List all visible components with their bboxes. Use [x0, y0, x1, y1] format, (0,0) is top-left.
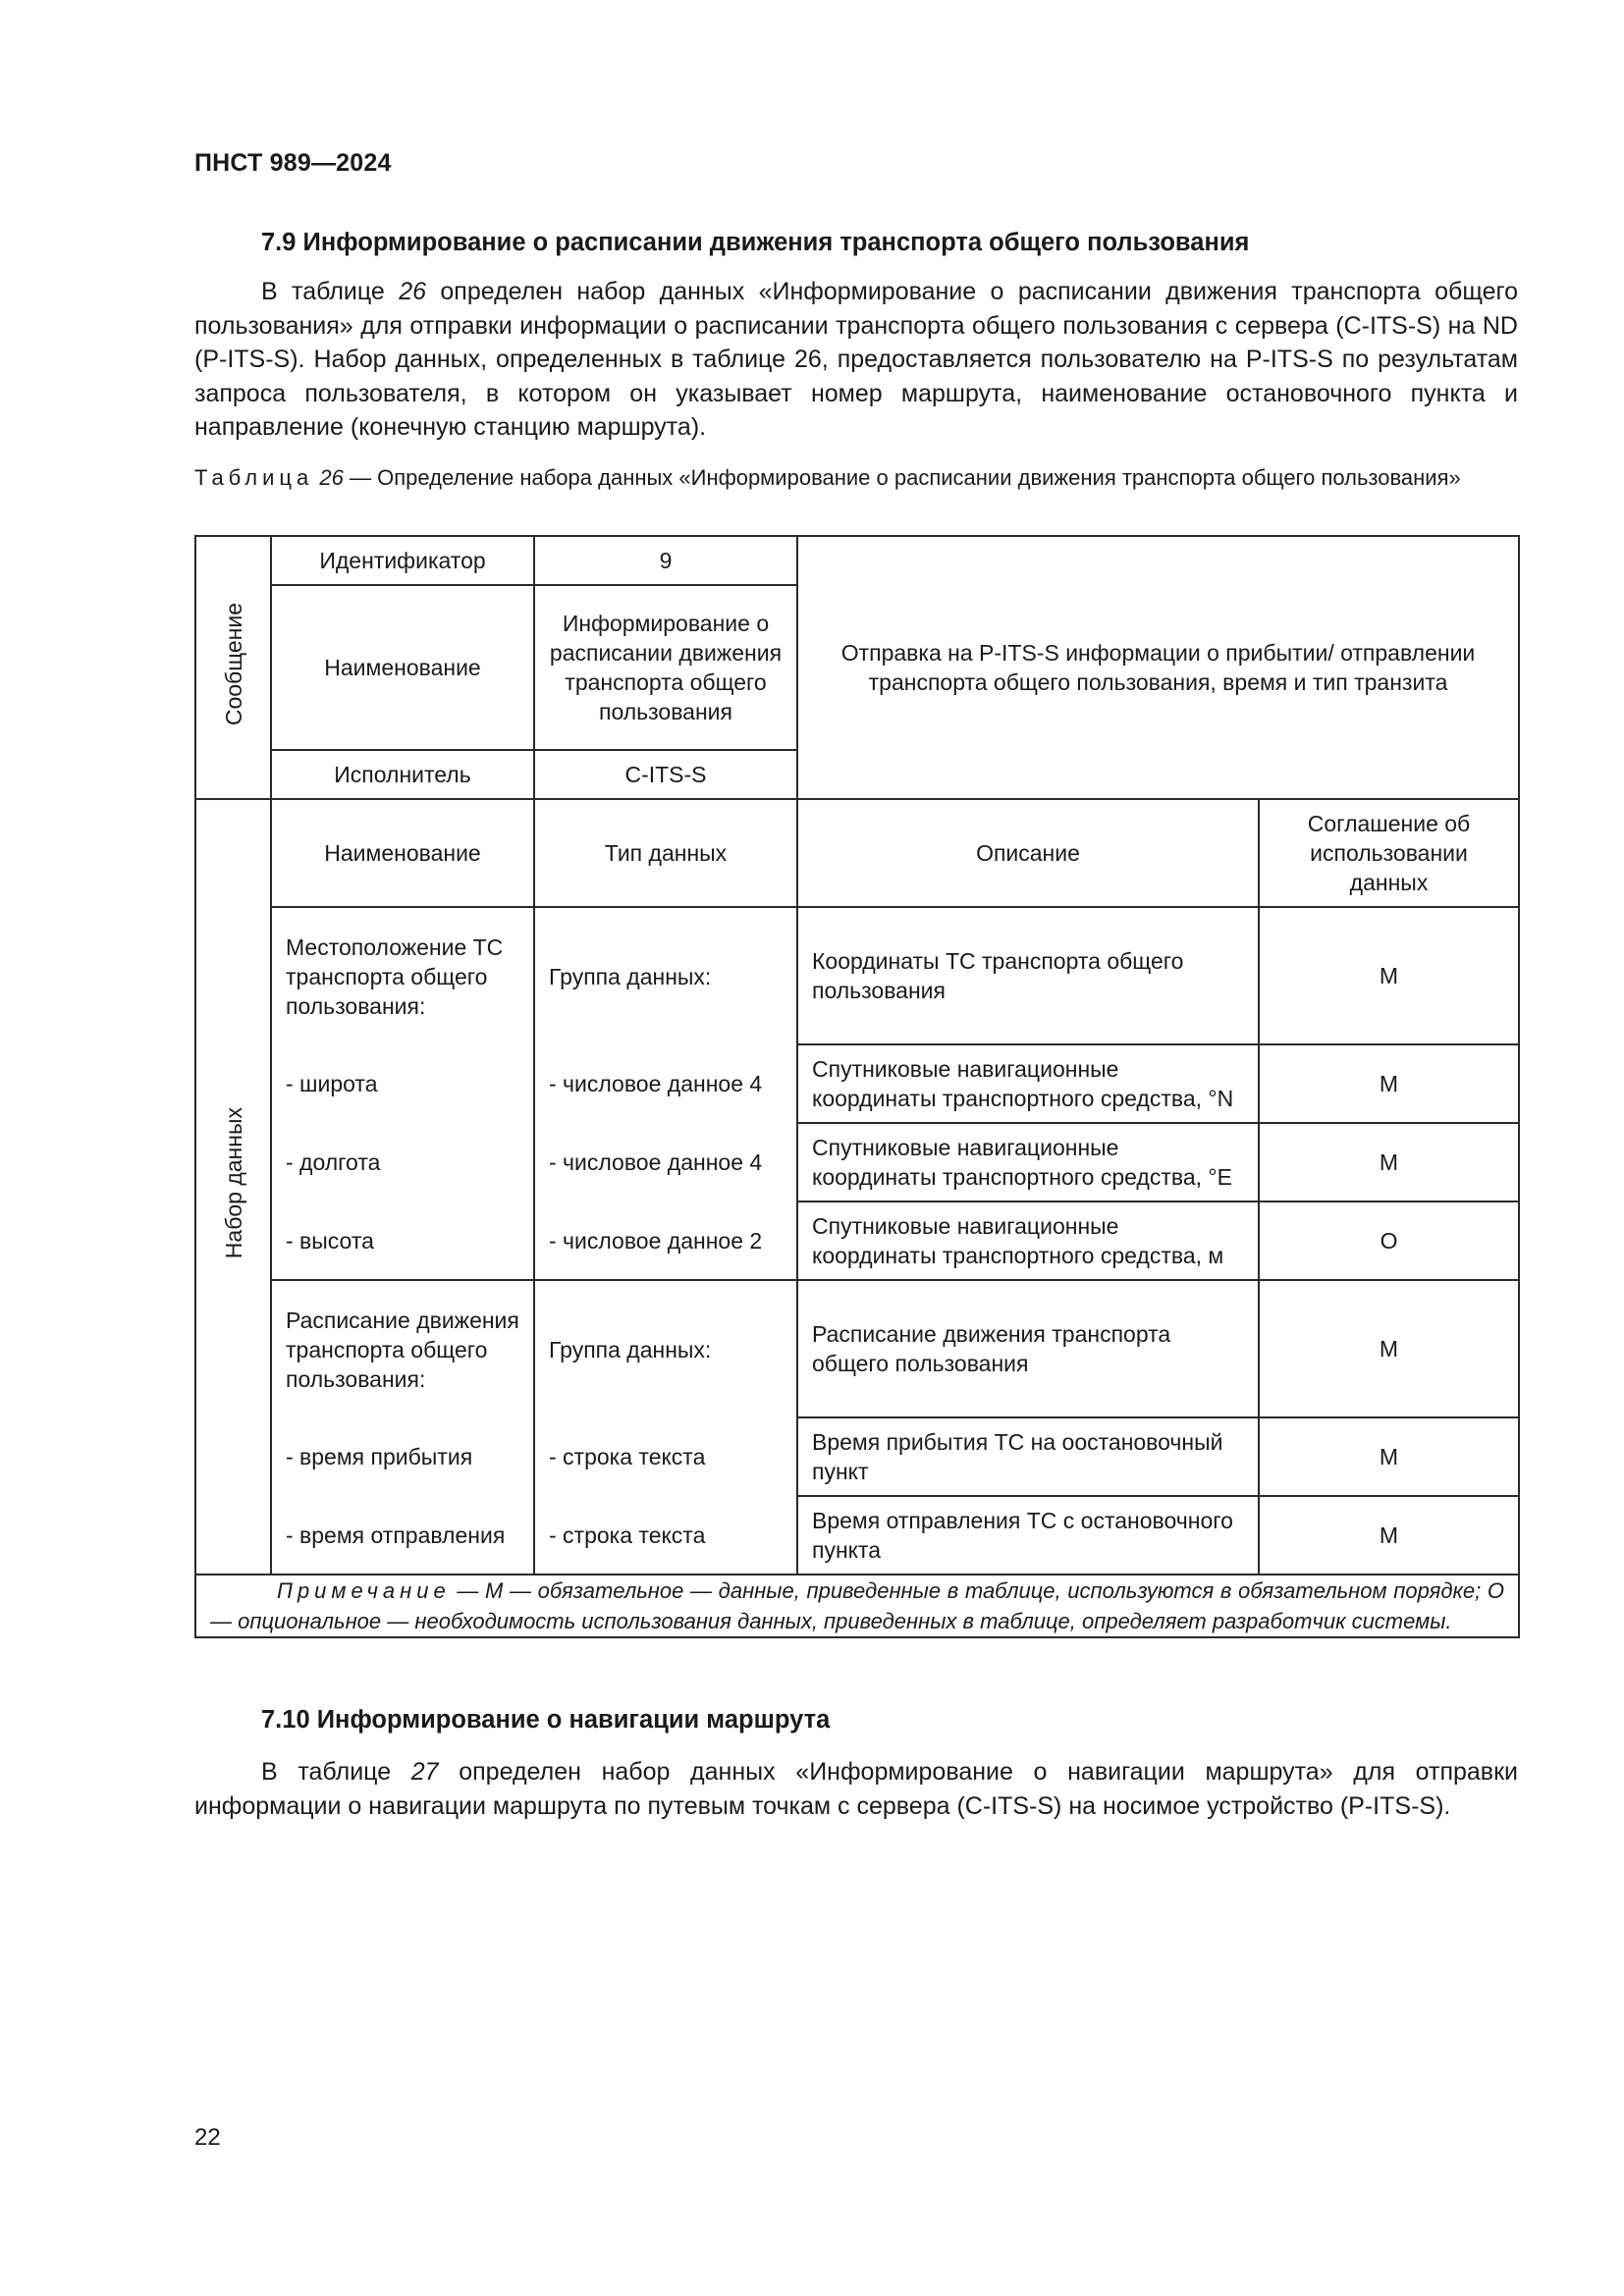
row-type: - числовое данное 4: [534, 1044, 797, 1123]
row-agreement: M: [1259, 1044, 1519, 1123]
row-name: - долгота: [271, 1123, 534, 1201]
row-name: Расписание движения транспорта общего пользования:: [271, 1280, 534, 1417]
exec-label: Исполнитель: [271, 750, 534, 799]
row-agreement: M: [1259, 1417, 1519, 1496]
dataset-group-label: Набор данных: [195, 799, 271, 1575]
table-ref-link[interactable]: 26: [399, 278, 427, 305]
row-agreement: M: [1259, 1496, 1519, 1575]
row-agreement: M: [1259, 1123, 1519, 1201]
message-description: Отправка на P-ITS-S информации о прибытии/ отправлении транспорта общего пользования, время и тип транзита: [797, 536, 1519, 799]
row-description: Спутниковые навигационные координаты транспортного средства, °N: [797, 1044, 1259, 1123]
row-name: - время прибытия: [271, 1417, 534, 1496]
message-group-label: Сообщение: [195, 536, 271, 799]
col-description-header: Описание: [797, 799, 1259, 907]
table-row: [195, 1496, 1519, 1575]
row-name: - время отправления: [271, 1496, 534, 1575]
row-name: - высота: [271, 1201, 534, 1280]
row-type: Группа данных:: [534, 1280, 797, 1417]
id-value: 9: [534, 536, 797, 585]
table-row: [195, 1123, 1519, 1201]
note-label: Примечание: [277, 1578, 451, 1603]
row-description: Координаты ТС транспорта общего пользования: [797, 907, 1259, 1044]
table-note-row: [195, 1575, 1519, 1637]
row-agreement: O: [1259, 1201, 1519, 1280]
table-row: [195, 1201, 1519, 1280]
row-description: Спутниковые навигационные координаты транспортного средства, м: [797, 1201, 1259, 1280]
section-7-9-paragraph: [194, 275, 1518, 445]
table-row: [195, 1044, 1519, 1123]
table-row: [195, 1280, 1519, 1417]
note-text: — М — обязательное — данные, приведенные в таблице, используются в обязательном порядке; О — опциональное — необходимость использования данных, приведенных в таблице, определяет разработчик системы.: [210, 1578, 1505, 1633]
row-description: Спутниковые навигационные координаты транспортного средства, °E: [797, 1123, 1259, 1201]
table-caption: [194, 463, 1518, 493]
para-body: определен набор данных «Информирование о навигации маршрута» для отправки информации о навигации маршрута по путевым точкам с сервера (C-ITS-S) на носимое устройство (P-ITS-S).: [194, 1758, 1518, 1820]
table-row: [195, 907, 1519, 1044]
section-7-9-title: 7.9 Информирование о расписании движения транспорта общего пользования: [261, 229, 1250, 256]
exec-value: C-ITS-S: [534, 750, 797, 799]
row-type: - строка текста: [534, 1417, 797, 1496]
section-7-10-title: 7.10 Информирование о навигации маршрута: [261, 1706, 831, 1734]
column-header-row: [195, 799, 1519, 907]
dataset-table: [194, 535, 1520, 1638]
page-number: 22: [194, 2124, 221, 2151]
row-type: - числовое данное 2: [534, 1201, 797, 1280]
id-label: Идентификатор: [271, 536, 534, 585]
para-prefix: В таблице: [261, 278, 400, 305]
para-body: определен набор данных «Информирование о расписании движения транспорта общего пользования» для отправки информации о расписании транспорта общего пользования с сервера (C-ITS-S) на ND (P-ITS-S). Набор данных, определенных в таблице 26, предоставляется пользователю на P-ITS-S по результатам запроса пользователя, в котором он указывает номер маршрута, наименование остановочного пункта и направление (конечную станцию маршрута).: [194, 278, 1518, 441]
section-7-10-paragraph: [194, 1755, 1518, 1823]
row-description: Время отправления ТС с остановочного пункта: [797, 1496, 1259, 1575]
para-prefix: В таблице: [261, 1758, 411, 1786]
document-id: ПНСТ 989—2024: [194, 149, 392, 177]
row-name: - широта: [271, 1044, 534, 1123]
name-label: Наименование: [271, 585, 534, 750]
row-description: Расписание движения транспорта общего пользования: [797, 1280, 1259, 1417]
table-caption-number: 26: [319, 465, 344, 490]
table-row: [195, 1417, 1519, 1496]
table-note: [195, 1575, 1519, 1637]
table-ref-link[interactable]: 27: [410, 1758, 439, 1786]
row-agreement: M: [1259, 1280, 1519, 1417]
row-type: Группа данных:: [534, 907, 797, 1044]
table-caption-label: Таблица: [194, 465, 314, 490]
col-type-header: Тип данных: [534, 799, 797, 907]
name-value: Информирование о расписании движения транспорта общего пользования: [534, 585, 797, 750]
row-name: Местоположение ТС транспорта общего пользования:: [271, 907, 534, 1044]
col-agreement-header: Соглашение об использовании данных: [1259, 799, 1519, 907]
col-name-header: Наименование: [271, 799, 534, 907]
row-agreement: M: [1259, 907, 1519, 1044]
table-caption-text: — Определение набора данных «Информирование о расписании движения транспорта общего пользования»: [343, 465, 1461, 490]
message-row-id: [195, 536, 1519, 585]
row-type: - строка текста: [534, 1496, 797, 1575]
row-type: - числовое данное 4: [534, 1123, 797, 1201]
row-description: Время прибытия ТС на оостановочный пункт: [797, 1417, 1259, 1496]
